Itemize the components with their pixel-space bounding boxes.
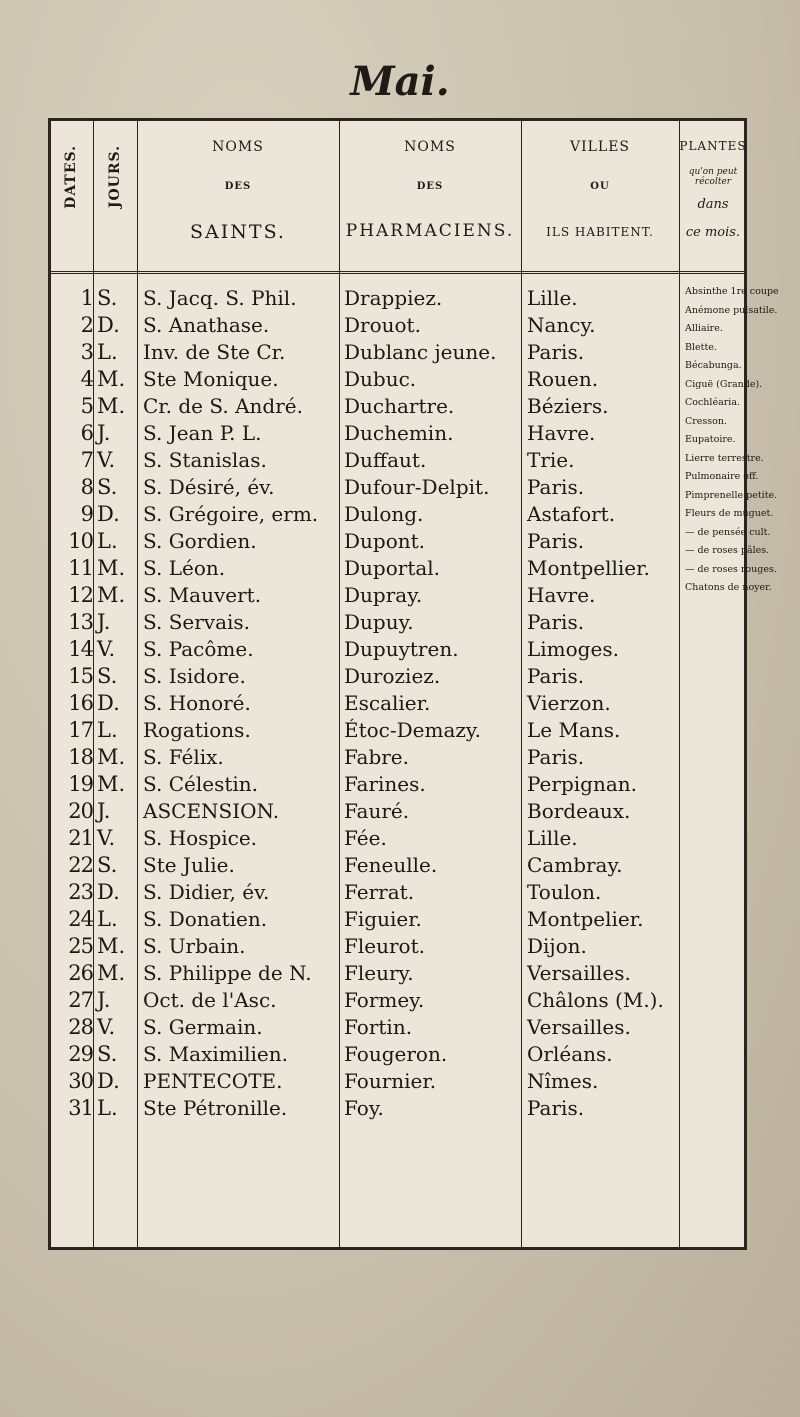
saint-cell: S. Didier, év.: [143, 880, 270, 904]
day-cell: L.: [97, 718, 118, 742]
pharmacien-cell: Dupuy.: [344, 610, 414, 634]
day-cell: M.: [97, 367, 126, 391]
day-cell: S.: [97, 853, 118, 877]
pharmacien-cell: Dufour-Delpit.: [344, 475, 490, 499]
pharmacien-cell: Duffaut.: [344, 448, 427, 472]
calendar-table: [48, 118, 779, 1250]
day-cell: D.: [97, 313, 120, 337]
day-cell: L.: [97, 529, 118, 553]
saint-cell: S. Léon.: [143, 556, 226, 580]
ville-cell: Havre.: [527, 421, 596, 445]
date-cell: 29: [68, 1042, 93, 1066]
saint-cell: S. Anathase.: [143, 313, 270, 337]
day-cell: V.: [97, 826, 116, 850]
header-plantes-line2: qu'on peut récolter: [688, 167, 738, 187]
header-pharm-line1: NOMS: [404, 139, 456, 155]
saint-cell: S. Pacôme.: [143, 637, 254, 661]
day-cell: M.: [97, 772, 126, 796]
table-row: [51, 988, 744, 1015]
date-cell: 18: [68, 745, 93, 769]
saint-cell: S. Stanislas.: [143, 448, 267, 472]
date-cell: 9: [80, 502, 93, 526]
page-title: Mai.: [350, 58, 450, 105]
pharmacien-cell: Escalier.: [344, 691, 431, 715]
ville-cell: Astafort.: [527, 502, 616, 526]
day-cell: V.: [97, 637, 116, 661]
pharmacien-cell: Fabre.: [344, 745, 409, 769]
ville-cell: Nîmes.: [527, 1069, 599, 1093]
date-cell: 21: [68, 826, 93, 850]
saint-cell: S. Maximilien.: [143, 1042, 289, 1066]
header-rule: [51, 271, 744, 274]
plante-item: Cresson.: [685, 415, 728, 427]
pharmacien-cell: Étoc-Demazy.: [344, 718, 481, 742]
pharmacien-cell: Dupont.: [344, 529, 426, 553]
plante-item: Pulmonaire off.: [685, 471, 759, 482]
header-pharm-line3: PHARMACIENS.: [345, 221, 515, 241]
ville-cell: Havre.: [527, 583, 596, 607]
date-cell: 5: [80, 394, 93, 418]
date-cell: 1: [80, 286, 93, 310]
plante-item: Absinthe 1re coupe: [685, 286, 779, 297]
ville-cell: Paris.: [527, 745, 585, 769]
header-plantes-line1: PLANTES: [679, 139, 747, 153]
table-row: [51, 475, 744, 502]
ville-cell: Perpignan.: [527, 772, 637, 796]
date-cell: 2: [80, 313, 93, 337]
plante-item: — de pensée cult.: [685, 526, 771, 538]
ville-cell: Le Mans.: [527, 718, 621, 742]
date-cell: 7: [80, 448, 93, 472]
table-row: [51, 772, 744, 799]
day-cell: D.: [97, 1069, 120, 1093]
pharmacien-cell: Foy.: [344, 1096, 384, 1120]
day-cell: M.: [97, 745, 126, 769]
saint-cell: Rogations.: [143, 718, 251, 742]
ville-cell: Dijon.: [527, 934, 587, 958]
date-cell: 24: [68, 907, 93, 931]
day-cell: M.: [97, 394, 126, 418]
saint-cell: S. Isidore.: [143, 664, 246, 688]
day-cell: S.: [97, 475, 118, 499]
ville-cell: Lille.: [527, 286, 578, 310]
day-cell: S.: [97, 664, 118, 688]
saint-cell: S. Germain.: [143, 1015, 263, 1039]
plante-item: Ciguë (Grande).: [685, 378, 763, 390]
saint-cell: S. Grégoire, erm.: [143, 502, 319, 526]
pharmacien-cell: Fleurot.: [344, 934, 425, 958]
pharmacien-cell: Formey.: [344, 988, 425, 1012]
date-cell: 3: [80, 340, 93, 364]
ville-cell: Toulon.: [527, 880, 602, 904]
pharmacien-cell: Farines.: [344, 772, 426, 796]
pharmacien-cell: Fauré.: [344, 799, 410, 823]
date-cell: 12: [68, 583, 93, 607]
table-row: [51, 718, 744, 745]
date-cell: 14: [68, 637, 93, 661]
plante-item: Fleurs de muguet.: [685, 508, 774, 519]
header-plantes-line4: ce mois.: [685, 225, 741, 240]
ville-cell: Châlons (M.).: [527, 988, 664, 1012]
table-row: [51, 394, 744, 421]
pharmacien-cell: Duroziez.: [344, 664, 441, 688]
ville-cell: Trie.: [527, 448, 575, 472]
table-row: [51, 745, 744, 772]
saint-cell: S. Hospice.: [143, 826, 258, 850]
plante-item: Anémone pulsatile.: [685, 304, 778, 316]
date-cell: 31: [68, 1096, 93, 1120]
plante-item: — de roses rouges.: [685, 563, 777, 575]
header-saints-line2: DES: [224, 181, 252, 192]
day-cell: D.: [97, 880, 120, 904]
table-row: [51, 1015, 744, 1042]
pharmacien-cell: Dupray.: [344, 583, 423, 607]
day-cell: L.: [97, 1096, 118, 1120]
table-row: [51, 853, 744, 880]
table-row: [51, 502, 744, 529]
table-row: [51, 1069, 744, 1096]
saint-cell: PENTECOTE.: [143, 1069, 283, 1093]
saint-cell: S. Désiré, év.: [143, 475, 275, 499]
saint-cell: Inv. de Ste Cr.: [143, 340, 286, 364]
day-cell: S.: [97, 286, 118, 310]
table-row: [51, 313, 744, 340]
ville-cell: Paris.: [527, 340, 585, 364]
header-pharm-line2: DES: [416, 181, 444, 192]
date-cell: 26: [68, 961, 93, 985]
table-row: [51, 448, 744, 475]
plante-item: Blette.: [685, 341, 717, 353]
pharmacien-cell: Dublanc jeune.: [344, 340, 497, 364]
date-cell: 23: [68, 880, 93, 904]
ville-cell: Paris.: [527, 475, 585, 499]
day-cell: J.: [97, 988, 111, 1012]
table-row: [51, 556, 744, 583]
saint-cell: S. Jean P. L.: [143, 421, 262, 445]
pharmacien-cell: Fleury.: [344, 961, 414, 985]
table-row: [51, 664, 744, 691]
date-cell: 6: [80, 421, 93, 445]
plante-item: Bécabunga.: [685, 360, 742, 371]
day-cell: J.: [97, 610, 111, 634]
pharmacien-cell: Fournier.: [344, 1069, 437, 1093]
saint-cell: Cr. de S. André.: [143, 394, 303, 418]
day-cell: D.: [97, 691, 120, 715]
day-cell: M.: [97, 934, 126, 958]
ville-cell: Nancy.: [527, 313, 596, 337]
plante-item: Cochléaria.: [685, 397, 741, 408]
day-cell: M.: [97, 556, 126, 580]
plante-item: Pimprenelle petite.: [685, 489, 778, 501]
saint-cell: S. Mauvert.: [143, 583, 262, 607]
pharmacien-cell: Fougeron.: [344, 1042, 448, 1066]
ville-cell: Versailles.: [527, 961, 631, 985]
pharmacien-cell: Drouot.: [344, 313, 421, 337]
saint-cell: S. Servais.: [143, 610, 251, 634]
saint-cell: S. Honoré.: [143, 691, 251, 715]
table-row: [51, 340, 744, 367]
ville-cell: Montpelier.: [527, 907, 644, 931]
table-row: [51, 286, 744, 313]
ville-cell: Paris.: [527, 664, 585, 688]
ville-cell: Vierzon.: [527, 691, 611, 715]
header-saints-line1: NOMS: [212, 139, 264, 155]
ville-cell: Limoges.: [527, 637, 619, 661]
date-cell: 15: [68, 664, 93, 688]
ville-cell: Rouen.: [527, 367, 599, 391]
saint-cell: Ste Pétronille.: [143, 1096, 288, 1120]
saint-cell: ASCENSION.: [143, 799, 280, 823]
plante-item: Chatons de noyer.: [685, 582, 772, 593]
table-row: [51, 1096, 744, 1123]
table-row: [51, 880, 744, 907]
date-cell: 25: [68, 934, 93, 958]
ville-cell: Montpellier.: [527, 556, 650, 580]
table-row: [51, 367, 744, 394]
date-cell: 17: [68, 718, 93, 742]
ville-cell: Paris.: [527, 1096, 585, 1120]
header-jours: JOURS.: [107, 145, 123, 209]
table-row: [51, 961, 744, 988]
date-cell: 10: [68, 529, 93, 553]
header-villes-line3: ILS HABITENT.: [546, 225, 654, 239]
table-row: [51, 529, 744, 556]
table-row: [51, 799, 744, 826]
date-cell: 4: [80, 367, 93, 391]
ville-cell: Béziers.: [527, 394, 609, 418]
day-cell: M.: [97, 961, 126, 985]
date-cell: 20: [68, 799, 93, 823]
header-villes-line2: OU: [590, 181, 610, 192]
header-villes-line1: VILLES: [569, 139, 631, 155]
pharmacien-cell: Duchemin.: [344, 421, 454, 445]
plante-item: Eupatoire.: [685, 434, 736, 445]
table-row: [51, 610, 744, 637]
ville-cell: Orléans.: [527, 1042, 613, 1066]
date-cell: 13: [68, 610, 93, 634]
ville-cell: Bordeaux.: [527, 799, 631, 823]
day-cell: L.: [97, 340, 118, 364]
day-cell: V.: [97, 448, 116, 472]
header-dates: DATES.: [63, 145, 79, 209]
saint-cell: S. Félix.: [143, 745, 224, 769]
date-cell: 16: [68, 691, 93, 715]
saint-cell: S. Gordien.: [143, 529, 257, 553]
pharmacien-cell: Dulong.: [344, 502, 424, 526]
pharmacien-cell: Dupuytren.: [344, 637, 459, 661]
table-row: [51, 826, 744, 853]
pharmacien-cell: Figuier.: [344, 907, 422, 931]
date-cell: 22: [68, 853, 93, 877]
pharmacien-cell: Dubuc.: [344, 367, 417, 391]
header-plantes-line3: dans: [697, 197, 729, 212]
pharmacien-cell: Duchartre.: [344, 394, 455, 418]
day-cell: J.: [97, 421, 111, 445]
date-cell: 11: [68, 556, 93, 580]
plante-item: Lierre terrestre.: [685, 452, 764, 464]
plante-item: Alliaire.: [685, 323, 723, 334]
date-cell: 28: [68, 1015, 93, 1039]
saint-cell: Ste Julie.: [143, 853, 235, 877]
pharmacien-cell: Fortin.: [344, 1015, 413, 1039]
table-row: [51, 583, 744, 610]
date-cell: 8: [80, 475, 93, 499]
pharmacien-cell: Drappiez.: [344, 286, 443, 310]
ville-cell: Paris.: [527, 610, 585, 634]
ville-cell: Versailles.: [527, 1015, 631, 1039]
ville-cell: Paris.: [527, 529, 585, 553]
day-cell: S.: [97, 1042, 118, 1066]
date-cell: 19: [68, 772, 93, 796]
pharmacien-cell: Duportal.: [344, 556, 441, 580]
date-cell: 30: [68, 1069, 93, 1093]
day-cell: V.: [97, 1015, 116, 1039]
table-row: [51, 421, 744, 448]
saint-cell: Oct. de l'Asc.: [143, 988, 277, 1012]
pharmacien-cell: Feneulle.: [344, 853, 438, 877]
table-row: [51, 637, 744, 664]
day-cell: D.: [97, 502, 120, 526]
ville-cell: Cambray.: [527, 853, 623, 877]
pharmacien-cell: Ferrat.: [344, 880, 415, 904]
plante-item: — de roses pâles.: [685, 545, 770, 556]
date-cell: 27: [68, 988, 93, 1012]
header-saints-line3: SAINTS.: [190, 221, 286, 243]
day-cell: L.: [97, 907, 118, 931]
saint-cell: S. Philippe de N.: [143, 961, 312, 985]
table-row: [51, 934, 744, 961]
table-row: [51, 691, 744, 718]
day-cell: M.: [97, 583, 126, 607]
saint-cell: S. Urbain.: [143, 934, 246, 958]
pharmacien-cell: Fée.: [344, 826, 387, 850]
table-row: [51, 907, 744, 934]
table-row: [51, 1042, 744, 1069]
saint-cell: S. Donatien.: [143, 907, 268, 931]
day-cell: J.: [97, 799, 111, 823]
saint-cell: S. Célestin.: [143, 772, 259, 796]
saint-cell: Ste Monique.: [143, 367, 279, 391]
ville-cell: Lille.: [527, 826, 578, 850]
saint-cell: S. Jacq. S. Phil.: [143, 286, 297, 310]
